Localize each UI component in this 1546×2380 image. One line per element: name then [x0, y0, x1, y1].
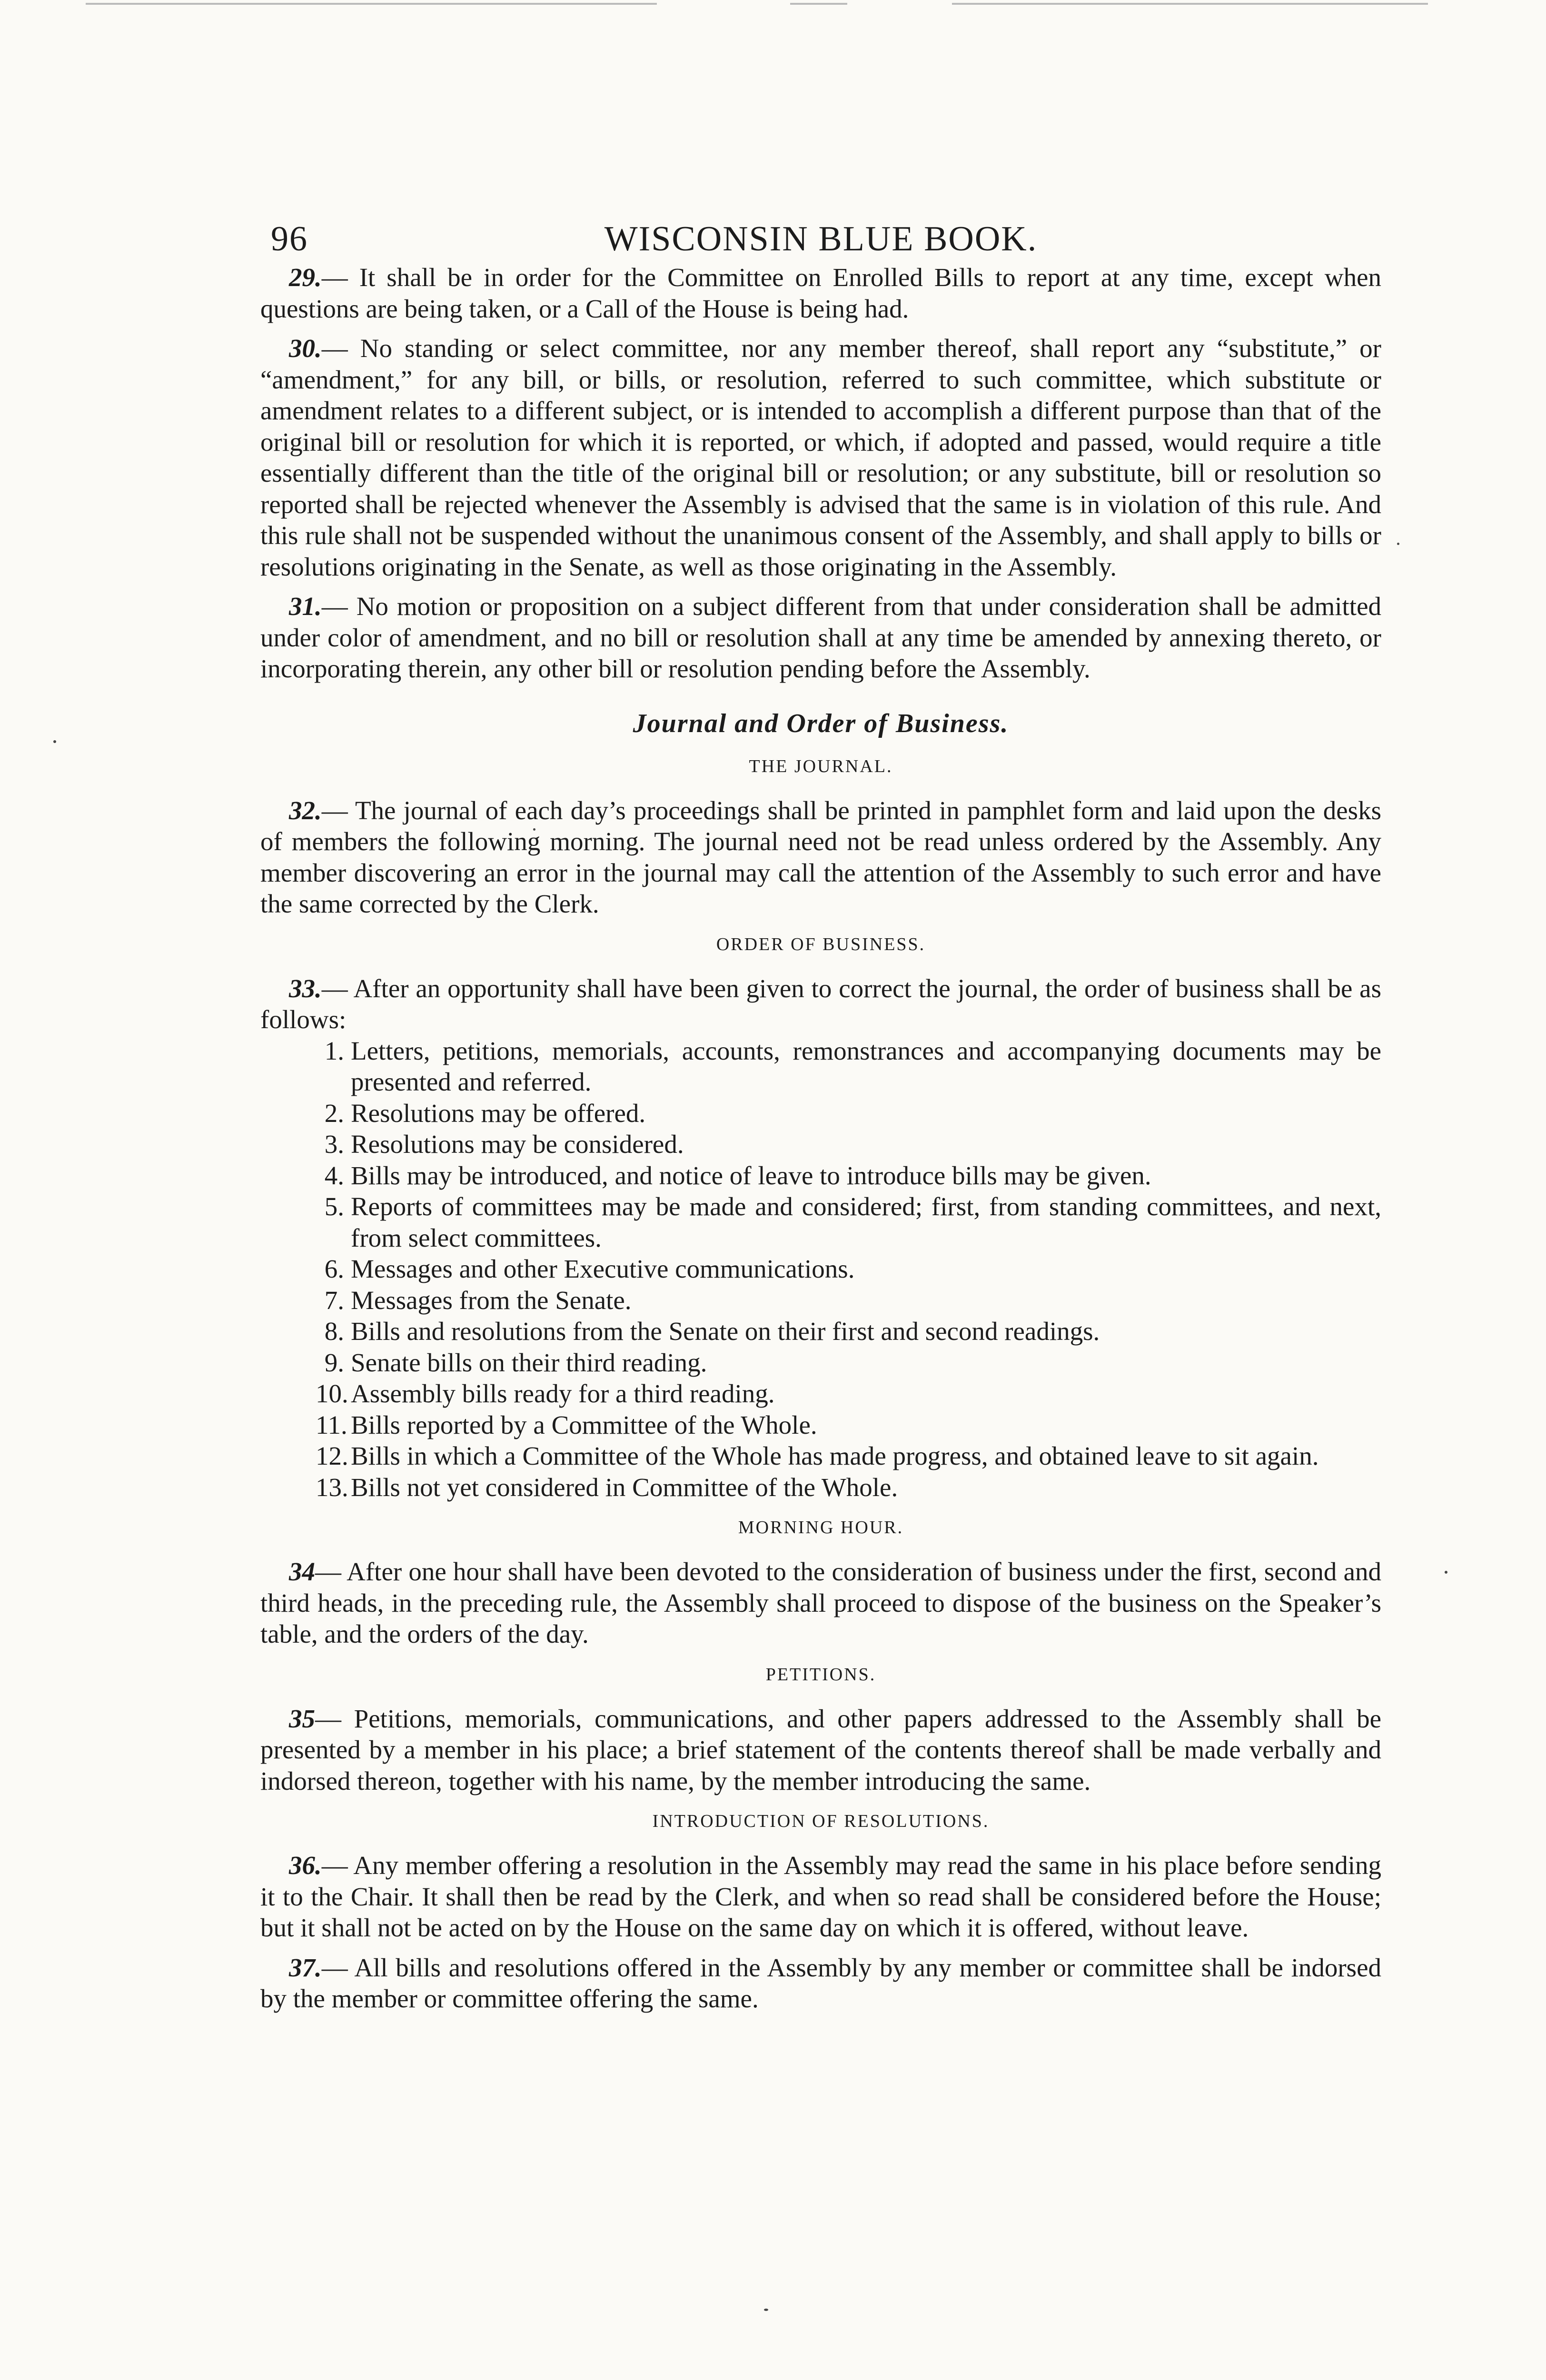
rule-33	[260, 973, 1381, 1035]
list-item-text: Bills reported by a Committee of the Whole.	[351, 1410, 817, 1439]
list-item-text: Resolutions may be offered.	[351, 1098, 646, 1128]
rule-text: — No standing or select committee, nor any member thereof, shall report any “substitute,” or “amendment,” for any bill, or bills, or resolution, referred to such committee, which substitute or amendment relates to a different subject, or is intended to accomplish a different purpose than that of the original bill or resolution for which it is reported, or which, if adopted and passed, would require a title essentially different than the title of the original bill or resolution; or any substitute, bill or resolution so reported shall be rejected whenever the Assembly is advised that the same is in violation of this rule. And this rule shall not be suspended without the unanimous consent of the Assembly, and shall apply to bills or resolutions originating in the Senate, as well as those originating in the Assembly.	[260, 334, 1381, 581]
list-item-number: 3.	[324, 1130, 344, 1159]
list-item-text: Bills not yet considered in Committee of the Whole.	[351, 1472, 898, 1502]
list-item-text: Bills may be introduced, and notice of leave to introduce bills may be given.	[351, 1160, 1151, 1190]
scan-speck	[53, 740, 56, 743]
list-item	[260, 1035, 1381, 1098]
rule-number: 33.	[289, 973, 322, 1003]
list-item	[260, 1191, 1381, 1253]
rule-31	[260, 591, 1381, 684]
rule-text: — The journal of each day’s proceedings shall be printed in pamphlet form and laid upon the desks of members the following morning. The journal need not be read unless ordered by the Assembly. Any member discovering an error in the journal may call the attention of the Assembly to such error and have the same corrected by the Clerk.	[260, 795, 1381, 918]
list-item-number: 4.	[324, 1160, 344, 1190]
scan-speck	[1445, 1571, 1447, 1574]
list-item	[260, 1253, 1381, 1285]
rule-number: 37.	[289, 1953, 322, 1982]
list-item-number: 13.	[316, 1472, 348, 1502]
rule-number: 36.	[289, 1851, 322, 1880]
list-item-text: Resolutions may be considered.	[351, 1130, 684, 1159]
rule-text: — Petitions, memorials, communications, and other papers addressed to the Assembly shall be presented by a member in his place; a brief statement of the contents thereof shall be made verbally and indorsed thereon, together with his name, by the member introducing the same.	[260, 1704, 1381, 1795]
rule-number: 31.	[289, 592, 322, 621]
rule-text: — No motion or proposition on a subject different from that under consideration shall be admitted under color of amendment, and no bill or resolution shall at any time be amended by annexing thereto, or incorporating therein, any other bill or resolution pending before the Assembly.	[260, 592, 1381, 683]
rule-32	[260, 795, 1381, 920]
list-item-number: 5.	[324, 1192, 344, 1221]
list-item-number: 10.	[316, 1379, 348, 1408]
page-content	[260, 209, 1381, 2023]
list-item	[260, 1285, 1381, 1316]
list-item-number: 9.	[324, 1348, 344, 1377]
list-item	[260, 1409, 1381, 1441]
rule-text: — After an opportunity shall have been given to correct the journal, the order of business shall be as follows:	[260, 973, 1381, 1034]
order-of-business-list	[260, 1035, 1381, 1503]
rule-number: 35	[289, 1704, 315, 1733]
subheading-morning-hour: MORNING HOUR.	[738, 1517, 904, 1537]
subheading-introduction-of-resolutions: INTRODUCTION OF RESOLUTIONS.	[652, 1811, 990, 1831]
list-item-text: Messages and other Executive communications.	[351, 1254, 855, 1283]
list-item	[260, 1472, 1381, 1503]
list-item	[260, 1347, 1381, 1378]
list-item-number: 11.	[316, 1410, 347, 1439]
list-item-text: Letters, petitions, memorials, accounts, remonstrances and accompanying documents may be presented and referred.	[351, 1036, 1381, 1096]
rule-number: 34	[289, 1557, 315, 1586]
list-item-number: 12.	[316, 1441, 348, 1470]
scan-edge-line	[790, 3, 847, 5]
scan-edge-line	[952, 3, 1428, 5]
list-item-text: Assembly bills ready for a third reading.	[351, 1379, 775, 1408]
rule-34	[260, 1556, 1381, 1650]
list-item-number: 1.	[324, 1036, 344, 1065]
list-item-text: Reports of committees may be made and considered; first, from standing committees, and next, from select committees.	[351, 1192, 1381, 1252]
scan-edge-line	[86, 3, 657, 5]
list-item	[260, 1316, 1381, 1347]
list-item-number: 8.	[324, 1317, 344, 1346]
list-item-text: Senate bills on their third reading.	[351, 1348, 707, 1377]
list-item-number: 2.	[324, 1098, 344, 1128]
page-number: 96	[271, 219, 308, 258]
rule-number: 30.	[289, 334, 322, 363]
subheading-order-of-business: ORDER OF BUSINESS.	[716, 934, 926, 954]
rule-30	[260, 333, 1381, 582]
running-head	[260, 209, 1381, 262]
list-item-text: Bills and resolutions from the Senate on their first and second readings.	[351, 1317, 1100, 1346]
rule-text: — All bills and resolutions offered in the Assembly by any member or committee shall be indorsed by the member or committee offering the same.	[260, 1953, 1381, 2013]
list-item-number: 7.	[324, 1285, 344, 1315]
rule-number: 32.	[289, 795, 322, 825]
rule-text: — Any member offering a resolution in the Assembly may read the same in his place before sending it to the Chair. It shall then be read by the Clerk, and when so read shall be considered before the House; but it shall not be acted on by the House on the same day on which it is offered, without leave.	[260, 1851, 1381, 1942]
list-item-text: Messages from the Senate.	[351, 1285, 632, 1315]
rule-37	[260, 1952, 1381, 2014]
list-item-number: 6.	[324, 1254, 344, 1283]
rule-text: — After one hour shall have been devoted to the consideration of business under the first, second and third heads, in the preceding rule, the Assembly shall proceed to dispose of the business on the Speaker’s table, and the orders of the day.	[260, 1557, 1381, 1648]
rule-number: 29.	[289, 263, 322, 292]
scan-speck	[764, 2309, 768, 2311]
list-item	[260, 1098, 1381, 1129]
rule-35	[260, 1703, 1381, 1797]
scan-speck	[1397, 543, 1399, 545]
page-title: WISCONSIN BLUE BOOK.	[604, 219, 1038, 258]
rule-29	[260, 262, 1381, 324]
list-item	[260, 1129, 1381, 1160]
rule-36	[260, 1850, 1381, 1944]
subheading-petitions: PETITIONS.	[765, 1664, 876, 1685]
list-item	[260, 1440, 1381, 1472]
section-title: Journal and Order of Business.	[633, 708, 1009, 738]
subheading-journal: THE JOURNAL.	[749, 756, 893, 776]
list-item	[260, 1160, 1381, 1191]
list-item-text: Bills in which a Committee of the Whole has made progress, and obtained leave to sit again.	[351, 1441, 1319, 1470]
rule-text: — It shall be in order for the Committee on Enrolled Bills to report at any time, except when questions are being taken, or a Call of the House is being had.	[260, 263, 1381, 323]
list-item	[260, 1378, 1381, 1409]
